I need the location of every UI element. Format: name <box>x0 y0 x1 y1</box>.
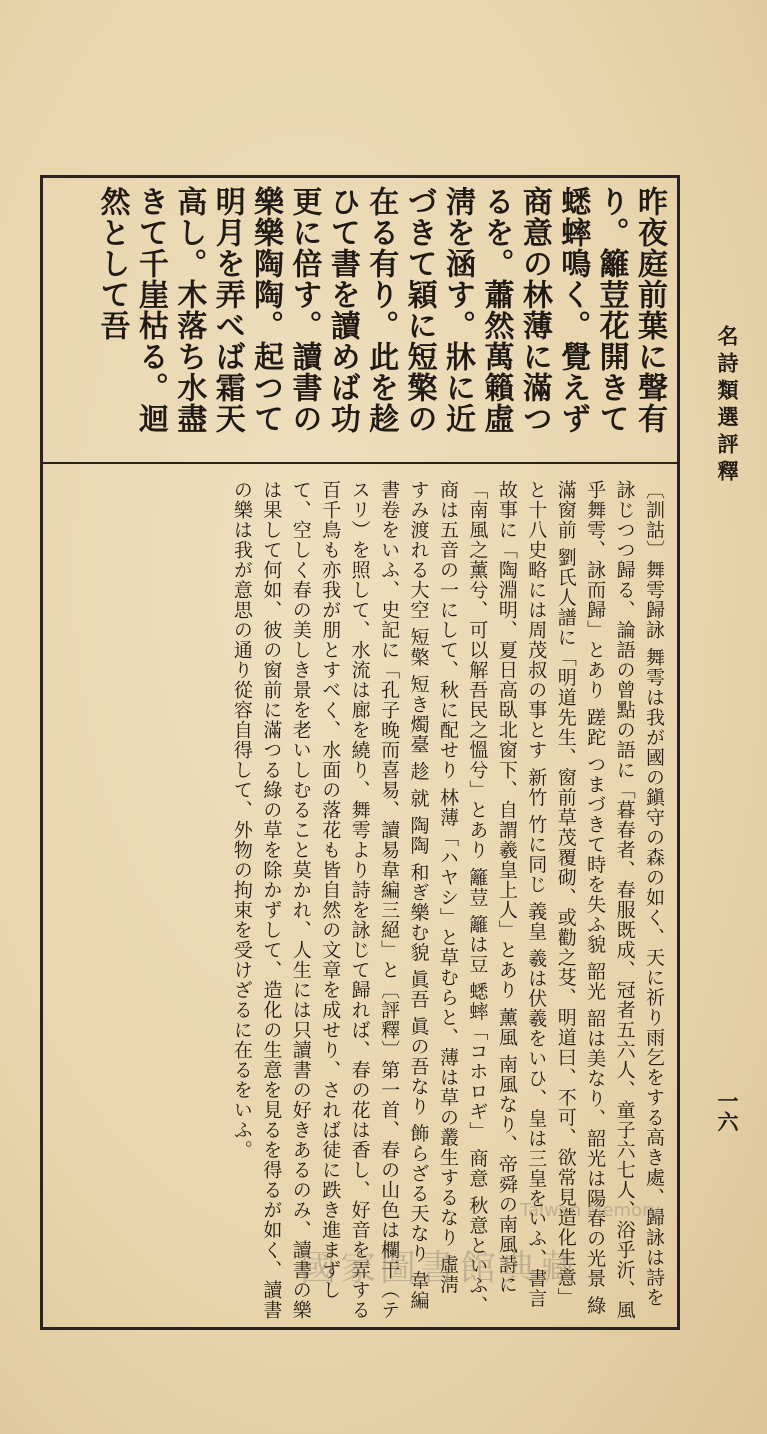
page-number: 一六 <box>715 1090 740 1132</box>
library-watermark: 國家圖書館典藏 <box>300 1248 581 1289</box>
poem-text: 昨夜庭前葉に聲有り。籬荳花開きて蟋蟀鳴く。覺えず商意の林薄に滿つるを。蕭然萬籟虛淸を涵す。牀に近づきて穎に短檠の在る有り。此を趁ひて書を讀めば功更に倍す。讀書の樂樂陶陶。起つて明月を弄べば霜天高し。木落ち水盡きて千崖枯る。迴然として吾 <box>94 186 667 434</box>
section-divider <box>40 462 680 464</box>
commentary-text: 〔訓詁〕舞雩歸詠 舞雩は我が國の鎭守の森の如く、天に祈り雨乞をする高き處、歸詠は詩を詠じつつ歸る、論語の曾點の語に「暮春者、春服既成、冠者五六人、童子六七人、浴乎沂、風乎舞雩、詠而歸」とあり 蹉跎 つまづきて時を失ふ貌 韶光 韶は美なり、韶光は陽春の光景 綠滿窗前 劉氏人譜に「明道先生、窗前草茂覆砌、或勸之芟、明道曰、不可、欲常見造化生意」と十八史略には周茂叔の事とす 新竹 竹に同じ 義皇 羲は伏羲をいひ、皇は三皇をいふ、書言故事に「陶淵明、夏日高臥北窗下、自謂羲皇上人」とあり 薰風 南風なり、帝舜の南風詩に「南風之薰兮、可以解吾民之慍兮」とあり 籬荳 籬は豆 蟋蟀「コホロギ」 商意 秋意といふ、商は五音の一にして、秋に配せり 林薄「ハヤシ」と草むらと、薄は草の叢生するなり 虛淸 すみ渡れる大空 短檠 短き燭臺 趁 就 陶陶 和ぎ樂む貌 眞吾 眞の吾なり 飾らざる天なり 韋編 書卷をいふ、史記に「孔子晚而喜易、讀易韋編三絕」と〔評釋〕第一首、春の山色は欄干（テスリ）を照して、水流は廊を繞り、舞雩より詩を詠じて歸れば、春の花は香し、好音を弄する百千鳥も亦我が朋とすべく、水面の落花も皆自然の文章を成せり、されば徒に跌き進まずして、空しく春の美しき景を老いしむること莫かれ、人生には只讀書の好きあるのみ、讀書の樂は果して何如、彼の窗前に滿つる綠の草を除かずして、造化の生意を見るを得るが如く、讀書の樂は我が意思の通り從容自得して、外物の拘束を受けざるに在るをいふ。 <box>230 480 665 1320</box>
running-head: 名詩類選評釋 <box>715 325 740 487</box>
watermark-subtitle: Taiwan Memory <box>520 1200 661 1221</box>
